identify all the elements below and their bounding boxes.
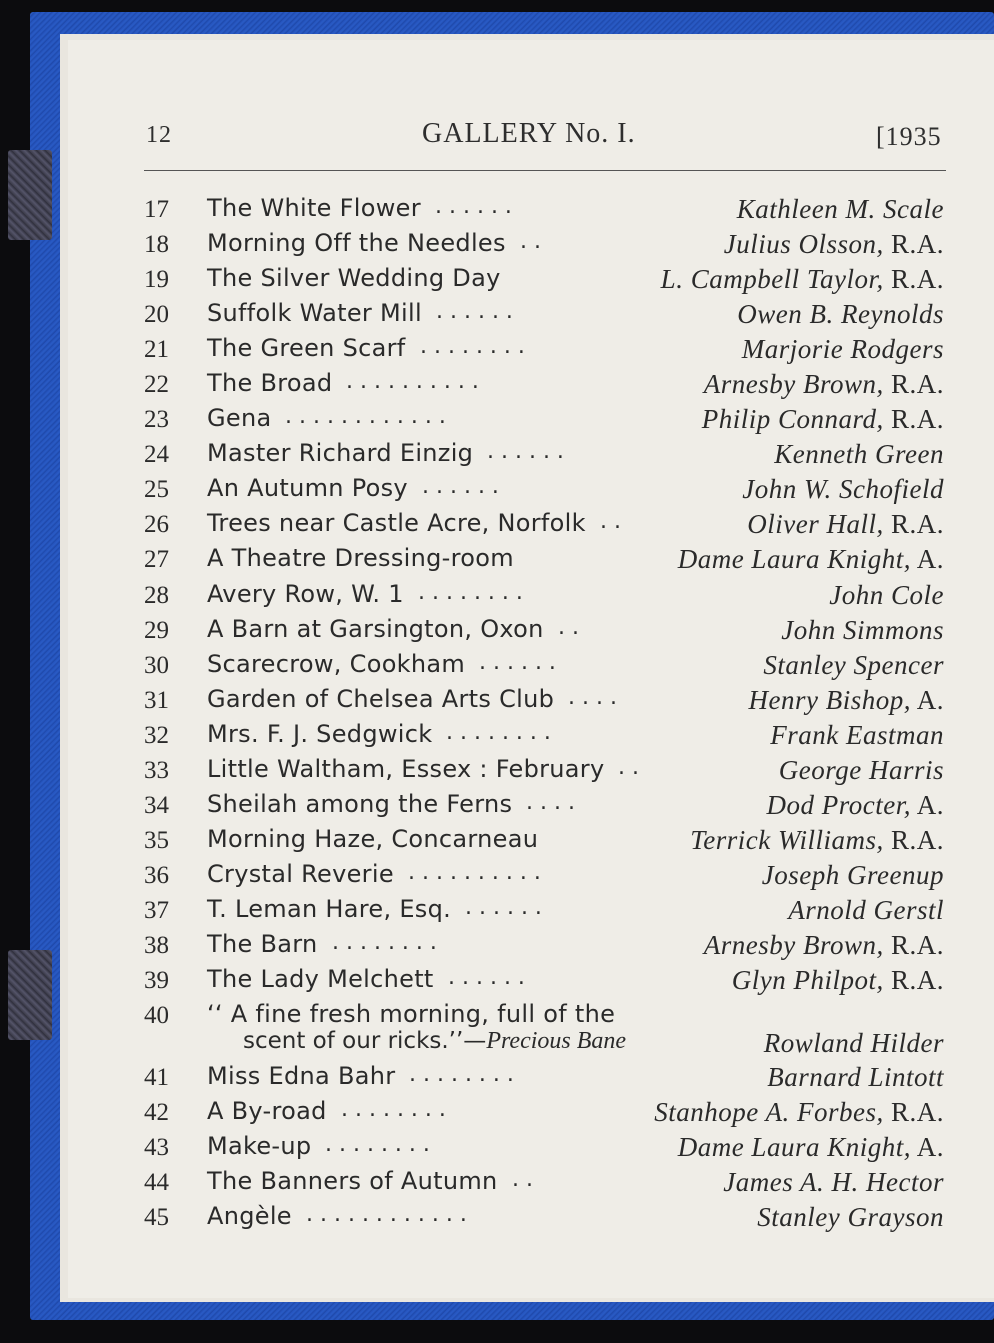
entry-artist xyxy=(767,790,945,821)
entry-number: 25 xyxy=(144,476,169,504)
entry-number: 31 xyxy=(144,686,169,714)
entry-row xyxy=(0,542,994,577)
artist-name: Barnard Lintott xyxy=(767,1062,944,1093)
header-rule xyxy=(144,170,946,171)
entry-title: Mrs. F. J. Sedgwick xyxy=(207,719,433,748)
artist-honour: R.A. xyxy=(883,404,944,435)
leader-dots: . . . . . . . . xyxy=(341,1097,446,1123)
running-head xyxy=(0,118,994,158)
entry-number: 26 xyxy=(144,511,169,539)
entry-number: 37 xyxy=(144,896,169,924)
entry-artist xyxy=(737,299,944,330)
entry-artist xyxy=(829,580,944,611)
entry-row xyxy=(0,648,994,683)
leader-dots: . . . . . . . . xyxy=(325,1132,430,1158)
entry-number: 27 xyxy=(144,546,169,574)
leader-dots: . . . . . . . . xyxy=(332,929,437,955)
leader-dots: . . . . xyxy=(568,684,617,710)
entry-artist xyxy=(788,895,944,926)
entry-title: Sheilah among the Ferns xyxy=(207,789,513,818)
entry-number: 38 xyxy=(144,931,169,959)
entry-artist xyxy=(774,439,944,470)
artist-name: John Cole xyxy=(829,579,944,610)
entry-title: The White Flower xyxy=(207,194,421,222)
artist-honour: A. xyxy=(910,789,944,820)
entry-list xyxy=(0,192,994,1235)
entry-row xyxy=(0,578,994,613)
leader-dots: . . . . . . . . xyxy=(420,334,525,360)
artist-name: Arnold Gerstl xyxy=(788,894,944,925)
artist-honour: R.A. xyxy=(883,824,944,855)
entry-row xyxy=(0,1200,994,1235)
entry-number: 39 xyxy=(144,967,169,995)
entry-artist xyxy=(762,860,944,891)
entry-artist xyxy=(737,194,944,225)
entry-title: The Lady Melchett xyxy=(207,965,434,994)
artist-name: James A. H. Hector xyxy=(723,1167,944,1198)
entry-row xyxy=(0,297,994,332)
leader-dots: . . . . . . . . xyxy=(418,579,523,605)
leader-dots: . . . . . . xyxy=(465,894,542,920)
entry-number: 36 xyxy=(144,861,169,889)
entry-row xyxy=(0,262,994,297)
entry-title: The Banners of Autumn xyxy=(207,1167,498,1196)
entry-title: The Broad xyxy=(207,369,333,398)
entry-row xyxy=(0,1095,994,1130)
entry-artist xyxy=(678,544,944,575)
entry-title: Little Waltham, Essex : February xyxy=(207,754,605,783)
artist-name: Dame Laura Knight, xyxy=(677,544,911,575)
entry-row xyxy=(0,683,994,718)
entry-row xyxy=(0,893,994,928)
entry-artist xyxy=(732,965,944,996)
entry-row xyxy=(0,507,994,542)
artist-name: Dod Procter, xyxy=(766,789,911,820)
entry-number: 30 xyxy=(144,651,169,679)
entry-artist xyxy=(763,650,944,681)
entry-artist xyxy=(724,229,944,260)
entry-artist xyxy=(764,1028,944,1059)
artist-honour: R.A. xyxy=(883,929,944,960)
leader-dots: . . . . xyxy=(526,789,575,815)
entry-row xyxy=(0,192,994,227)
artist-name: Stanley Spencer xyxy=(763,649,944,680)
artist-honour: R.A. xyxy=(883,965,944,996)
artist-honour: R.A. xyxy=(883,264,944,295)
entry-row xyxy=(0,753,994,788)
entry-title: A By-road xyxy=(207,1097,327,1126)
entry-title: A Theatre Dressing-room xyxy=(207,544,514,573)
entry-row xyxy=(0,227,994,262)
artist-honour: R.A. xyxy=(883,229,944,260)
entry-title: Avery Row, W. 1 xyxy=(207,579,404,608)
entry-title: A Barn at Garsington, Oxon xyxy=(207,614,544,643)
entry-title: ‘‘ A fine fresh morning, full of the xyxy=(207,1000,616,1029)
artist-name: John Simmons xyxy=(781,614,944,645)
entry-title: The Barn xyxy=(207,929,318,958)
entry-title: The Silver Wedding Day xyxy=(207,264,501,293)
entry-title: Morning Haze, Concarneau xyxy=(207,824,539,853)
entry-artist xyxy=(747,509,944,540)
entry-title: Garden of Chelsea Arts Club xyxy=(207,684,555,713)
entry-title: Master Richard Einzig xyxy=(207,439,474,468)
artist-name: John W. Schofield xyxy=(742,474,944,505)
entry-title: Make-up xyxy=(207,1132,312,1161)
leader-dots: . . xyxy=(512,1167,533,1193)
leader-dots: . . . . . . . . . . xyxy=(408,859,541,885)
artist-name: Joseph Greenup xyxy=(761,859,944,890)
entry-number: 40 xyxy=(144,1002,169,1030)
leader-dots: . . . . . . xyxy=(448,965,525,991)
entry-row xyxy=(0,402,994,437)
entry-number: 29 xyxy=(144,616,169,644)
entry-number: 18 xyxy=(144,231,169,259)
leader-dots: . . xyxy=(600,509,621,535)
entry-quote-source: Precious Bane xyxy=(486,1028,627,1055)
entry-title: Crystal Reverie xyxy=(207,859,394,888)
leader-dots: . . . . . . . . . . . . xyxy=(306,1202,467,1228)
entry-number: 23 xyxy=(144,406,169,434)
leader-dots: . . xyxy=(520,229,541,255)
entry-row xyxy=(0,718,994,753)
leader-dots: . . xyxy=(618,754,639,780)
entry-title: An Autumn Posy xyxy=(207,474,408,503)
leader-dots: . . . . . . xyxy=(435,194,512,219)
entry-title: Angèle xyxy=(207,1202,292,1231)
leader-dots: . . . . . . xyxy=(479,649,556,675)
artist-name: Stanhope A. Forbes, xyxy=(654,1097,884,1128)
entry-row xyxy=(0,788,994,823)
artist-name: George Harris xyxy=(778,754,944,785)
artist-name: Arnesby Brown, xyxy=(703,929,884,960)
artist-name: Glyn Philpot, xyxy=(731,965,884,996)
leader-dots: . . . . . . . . . . xyxy=(346,369,479,395)
entry-title-line2: scent of our ricks.’’— xyxy=(243,1028,487,1055)
entry-artist xyxy=(690,825,944,856)
page-title: GALLERY No. I. xyxy=(422,118,636,149)
entry-title: Scarecrow, Cookham xyxy=(207,649,466,678)
entry-artist xyxy=(678,1132,944,1163)
entry-artist xyxy=(723,1167,944,1198)
entry-row xyxy=(0,1165,994,1200)
artist-honour: R.A. xyxy=(883,509,944,540)
entry-number: 44 xyxy=(144,1169,169,1197)
entry-row xyxy=(0,332,994,367)
entry-number: 28 xyxy=(144,581,169,609)
entry-row xyxy=(0,1130,994,1165)
entry-row xyxy=(0,998,994,1060)
artist-name: Stanley Grayson xyxy=(757,1202,944,1233)
entry-artist xyxy=(767,1062,944,1093)
entry-artist xyxy=(661,264,944,295)
leader-dots: . . . . . . xyxy=(436,299,513,325)
entry-number: 21 xyxy=(144,336,169,364)
artist-name: L. Campbell Taylor, xyxy=(660,264,884,295)
artist-honour: A. xyxy=(910,1132,944,1163)
entry-number: 43 xyxy=(144,1134,169,1162)
entry-row xyxy=(0,928,994,963)
entry-artist xyxy=(742,334,944,365)
entry-number: 17 xyxy=(144,196,169,223)
entry-number: 19 xyxy=(144,266,169,294)
entry-number: 32 xyxy=(144,721,169,749)
entry-artist xyxy=(779,755,944,786)
leader-dots: . . . . . . . . . . . . xyxy=(285,404,446,430)
artist-honour: A. xyxy=(910,684,944,715)
artist-name: Owen B. Reynolds xyxy=(737,299,944,330)
artist-name: Philip Connard, xyxy=(701,404,884,435)
entry-artist xyxy=(749,685,945,716)
entry-number: 35 xyxy=(144,826,169,854)
entry-row xyxy=(0,367,994,402)
entry-title: T. Leman Hare, Esq. xyxy=(207,894,452,923)
entry-number: 41 xyxy=(144,1064,169,1092)
entry-title: Miss Edna Bahr xyxy=(207,1062,396,1091)
entry-title-continuation xyxy=(243,1028,626,1055)
page-number: 12 xyxy=(146,122,172,148)
entry-row xyxy=(0,472,994,507)
entry-artist xyxy=(757,1202,944,1233)
entry-number: 45 xyxy=(144,1204,169,1232)
entry-row xyxy=(0,437,994,472)
artist-honour: A. xyxy=(910,544,944,575)
entry-artist xyxy=(742,474,944,505)
entry-row xyxy=(0,963,994,998)
entry-number: 24 xyxy=(144,441,169,469)
entry-row xyxy=(0,1060,994,1095)
entry-artist xyxy=(704,930,944,961)
leader-dots: . . . . . . . . xyxy=(446,719,551,745)
entry-number: 34 xyxy=(144,791,169,819)
entry-number: 22 xyxy=(144,371,169,399)
artist-name: Arnesby Brown, xyxy=(703,369,884,400)
entry-row xyxy=(0,613,994,648)
artist-name: Rowland Hilder xyxy=(763,1028,944,1059)
entry-title: Morning Off the Needles xyxy=(207,229,506,258)
artist-name: Dame Laura Knight, xyxy=(677,1132,911,1163)
entry-artist xyxy=(781,615,944,646)
artist-name: Terrick Williams, xyxy=(690,824,884,855)
year-label: [1935 xyxy=(876,122,942,151)
entry-artist xyxy=(704,369,944,400)
entry-title: Trees near Castle Acre, Norfolk xyxy=(207,509,586,538)
artist-honour: R.A. xyxy=(883,1097,944,1128)
leader-dots: . . xyxy=(558,614,579,640)
artist-name: Julius Olsson, xyxy=(723,229,884,260)
artist-honour: R.A. xyxy=(883,369,944,400)
leader-dots: . . . . . . . . xyxy=(409,1062,514,1088)
artist-name: Kathleen M. Scale xyxy=(736,194,944,224)
entry-title: Gena xyxy=(207,404,272,433)
artist-name: Oliver Hall, xyxy=(747,509,884,540)
entry-row xyxy=(0,823,994,858)
entry-number: 20 xyxy=(144,301,169,329)
artist-name: Henry Bishop, xyxy=(748,684,911,715)
artist-name: Kenneth Green xyxy=(774,439,944,470)
entry-artist xyxy=(654,1097,944,1128)
artist-name: Frank Eastman xyxy=(770,719,944,750)
entry-number: 33 xyxy=(144,756,169,784)
leader-dots: . . . . . . xyxy=(422,474,499,500)
leader-dots: . . . . . . xyxy=(487,439,564,465)
entry-row xyxy=(0,858,994,893)
artist-name: Marjorie Rodgers xyxy=(741,334,944,365)
entry-artist xyxy=(702,404,944,435)
entry-artist xyxy=(770,720,944,751)
entry-number: 42 xyxy=(144,1099,169,1127)
entry-title: Suffolk Water Mill xyxy=(207,299,422,328)
entry-title: The Green Scarf xyxy=(207,334,406,363)
